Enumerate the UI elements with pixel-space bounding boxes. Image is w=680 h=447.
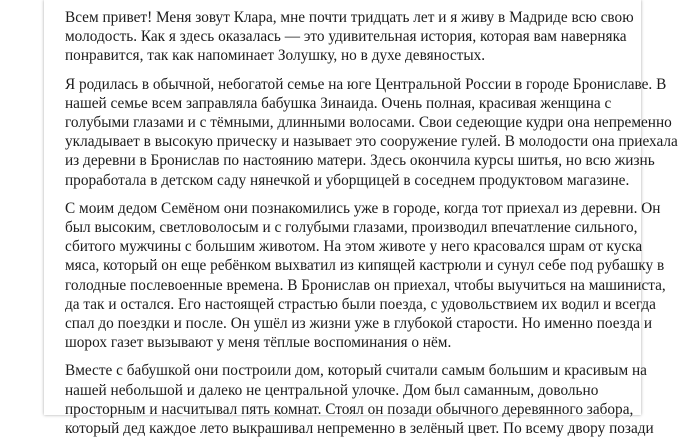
text-line: понравится, так как напоминает Золушку, но в духе девяностых. [65, 47, 486, 65]
text-line: молодость. Как я здесь оказалась — это удивительная история, которая вам наверняка [65, 28, 627, 46]
text-line: укладывает в высокую прическу и называет это сооружение гулей. В молодости она приехала [65, 133, 678, 151]
text-line: Вместе с бабушкой они построили дом, который считали самым большим и красивым на [65, 362, 647, 380]
text-line: шорох газет вызывают у меня тёплые воспоминания о нём. [65, 334, 452, 352]
text-line: голодные послевоенные времена. В Бронислав он приехал, чтобы выучиться на машиниста, [65, 276, 666, 294]
document-body [65, 8, 678, 447]
text-line: да так и остался. Его настоящей страстью были поезда, с удовольствием их водил и всегда [65, 295, 656, 313]
text-line: проработала в детском саду нянечкой и уборщицей в соседнем продуктовом магазине. [65, 171, 630, 189]
text-line: С моим дедом Семёном они познакомились уже в городе, когда тот приехал из деревни. Он [65, 199, 661, 217]
text-line: нашей небольшой и далеко не центральной улочке. Дом был саманным, довольно [65, 381, 599, 399]
text-line: мяса, который он еще ребёнком выхватил из кипящей кастрюли и сунул себе под рубашку в [65, 257, 665, 275]
text-line: нашей семье всем заправляла бабушка Зинаида. Очень полная, красивая женщина с [65, 94, 612, 112]
text-line: был высоким, светловолосым и с голубыми глазами, производил впечатление сильного, [65, 219, 638, 237]
paragraph [65, 199, 666, 353]
text-line: сбитого мужчины с большим животом. На этом животе у него красовался шрам от куска [65, 238, 643, 256]
text-line: просторным и насчитывал пять комнат. Стоял он позади обычного деревянного забора, [65, 400, 634, 418]
document-page [44, 0, 678, 438]
text-line: Я родилась в обычной, небогатой семье на юге Центральной России в городе Брониславе. В [65, 75, 667, 93]
text-line: из деревни в Бронислав по настоянию матери. Здесь окончила курсы шитья, но всю жизнь [65, 152, 655, 170]
text-line: голубыми глазами и с тёмными, длинными волосами. Свои седеющие кудри она непременно [65, 114, 672, 132]
paragraph [65, 75, 678, 190]
text-line: который дед каждое лето выкрашивал непременно в зелёный цвет. По всему двору позади [65, 420, 654, 438]
text-line: Всем привет! Меня зовут Клара, мне почти тридцать лет и я живу в Мадриде всю свою [65, 9, 634, 26]
paragraph [65, 361, 654, 438]
text-line: спал до поездки и после. Он ушёл из жизни уже в глубокой старости. Но именно поезда и [65, 315, 653, 333]
paragraph [65, 8, 634, 66]
